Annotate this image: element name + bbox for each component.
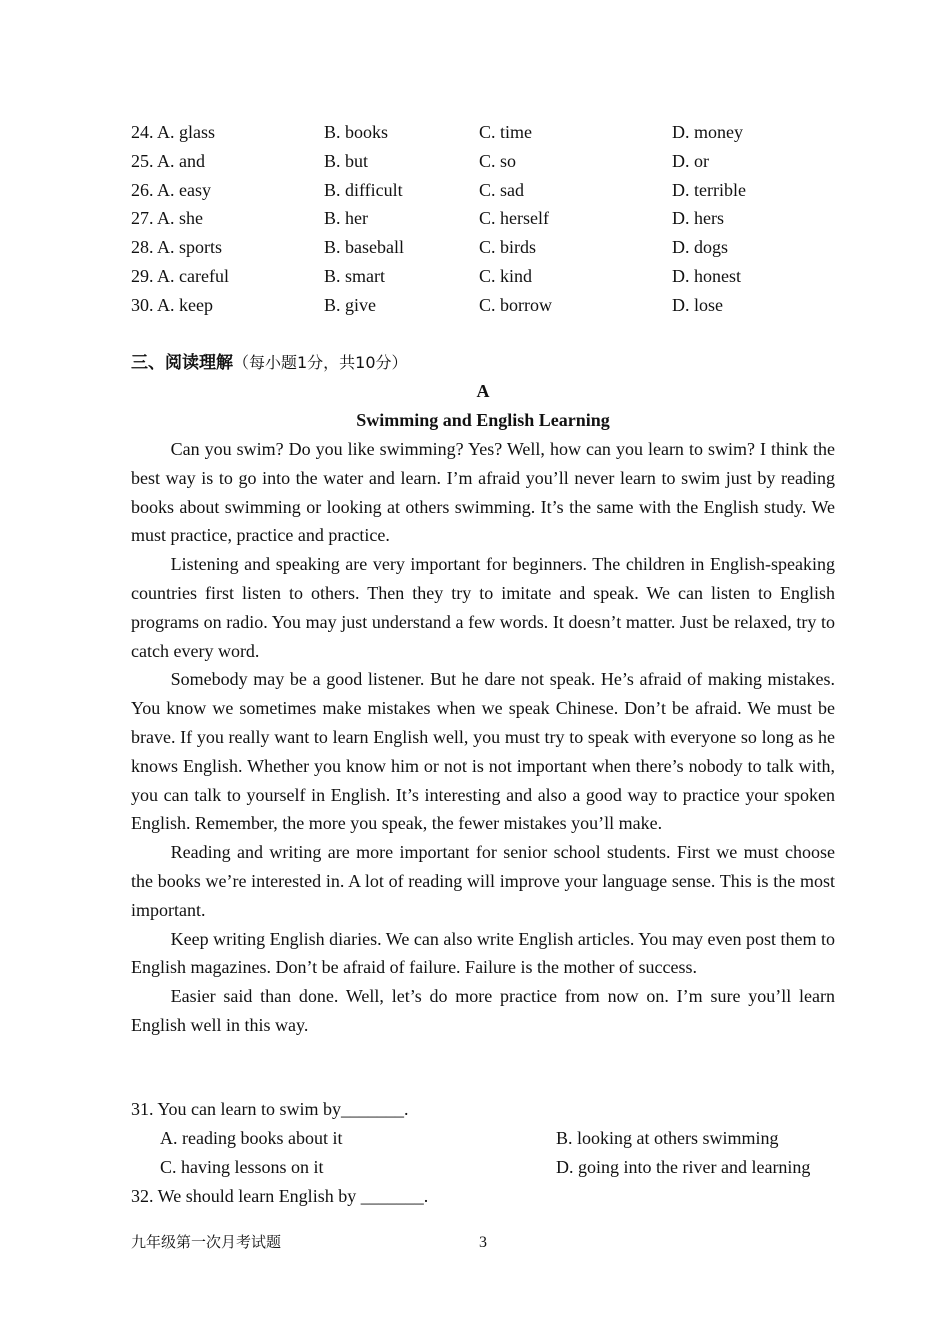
option-c: C. sad	[479, 179, 524, 200]
option-d: D. dogs	[672, 237, 729, 258]
option-b: B. give	[324, 294, 376, 315]
question-option-row	[131, 1124, 835, 1153]
question-31-option-b: B. looking at others swimming	[556, 1128, 779, 1148]
footer-exam-title: 九年级第一次月考试题	[131, 1233, 282, 1251]
option-c: C. kind	[479, 265, 533, 286]
option-b: B. but	[324, 150, 369, 171]
question-31-options	[131, 1124, 835, 1182]
option-d: D. money	[672, 122, 743, 142]
option-row	[131, 118, 835, 147]
passage-title: Swimming and English Learning	[356, 410, 610, 430]
option-d: D. hers	[672, 208, 724, 229]
question-option-row	[131, 1153, 835, 1182]
question-31-option-d: D. going into the river and learning	[556, 1156, 811, 1177]
cloze-options-table	[131, 118, 835, 320]
passage-paragraph: Listening and speaking are very important for beginners. The children in English-speaking countries first listen to others. Then they try to imitate and speak. We can listen to English programs on radio. You may just understand a few words. It doesn’t matter. Just be relaxed, try to catch every word.	[131, 554, 835, 661]
question-32-stem: 32. We should learn English by _______.	[131, 1186, 429, 1206]
option-b: B. books	[324, 122, 389, 142]
option-b: B. smart	[324, 265, 385, 286]
option-d: D. terrible	[672, 179, 746, 200]
option-c: C. time	[479, 122, 532, 142]
option-a: 28. A. sports	[131, 237, 223, 258]
question-31-stem: 31. You can learn to swim by_______.	[131, 1099, 409, 1119]
section-heading	[131, 348, 408, 377]
option-row	[131, 147, 835, 176]
passage-paragraph: Somebody may be a good listener. But he dare not speak. He’s afraid of making mistakes. You know we sometimes make mistakes when we speak Chinese. Don’t be afraid. We must be brave. If you really want to learn English well, you must try to speak with everyone so long as he knows English. Whether you know him or not is not important when there’s nobody to talk with, you can talk to yourself in English. It’s interesting and also a good way to practice your spoken English. Remember, the more you speak, the fewer mistakes you’ll make.	[131, 669, 835, 834]
option-b: B. baseball	[324, 237, 404, 258]
option-a: 30. A. keep	[131, 294, 213, 315]
option-c: C. birds	[479, 237, 537, 258]
passage-paragraph: Easier said than done. Well, let’s do more practice from now on. I’m sure you’ll learn English well in this way.	[131, 986, 835, 1035]
section-score-note: （每小题1分，共10分）	[233, 353, 408, 372]
option-c: C. borrow	[479, 294, 552, 315]
passage-paragraph: Can you swim? Do you like swimming? Yes? Well, how can you learn to swim? I think the best way is to go into the water and learn. I’m afraid you’ll never learn to swim just by reading books about swimming or looking at others swimming. It’s the same with the English study. We must practice, practice and practice.	[131, 439, 835, 546]
option-row	[131, 233, 835, 262]
option-d: D. lose	[672, 294, 723, 315]
passage-letter: A	[476, 381, 490, 401]
passage-paragraph: Keep writing English diaries. We can also write English articles. You may even post them to English magazines. Don’t be afraid of failure. Failure is the mother of success.	[131, 928, 835, 978]
option-a: 26. A. easy	[131, 179, 211, 200]
question-31-option-a: A. reading books about it	[160, 1128, 343, 1148]
option-row	[131, 291, 835, 320]
option-b: B. difficult	[324, 179, 403, 200]
passage-paragraph: Reading and writing are more important for senior school students. First we must choose the books we’re interested in. A lot of reading will improve your language sense. This is the most important.	[131, 842, 835, 920]
section-title: 三、阅读理解	[131, 353, 233, 373]
option-c: C. so	[479, 150, 517, 171]
option-b: B. her	[324, 208, 368, 229]
option-d: D. honest	[672, 265, 741, 286]
option-c: C. herself	[479, 208, 549, 229]
footer-page-number: 3	[479, 1234, 487, 1251]
option-a: 25. A. and	[131, 150, 205, 171]
option-row	[131, 204, 835, 233]
option-a: 29. A. careful	[131, 265, 229, 286]
option-d: D. or	[672, 150, 709, 171]
passage-body	[131, 435, 835, 1040]
question-31-option-c: C. having lessons on it	[160, 1156, 324, 1177]
option-a: 24. A. glass	[131, 122, 216, 142]
option-row	[131, 176, 835, 205]
option-row	[131, 262, 835, 291]
option-a: 27. A. she	[131, 208, 203, 229]
